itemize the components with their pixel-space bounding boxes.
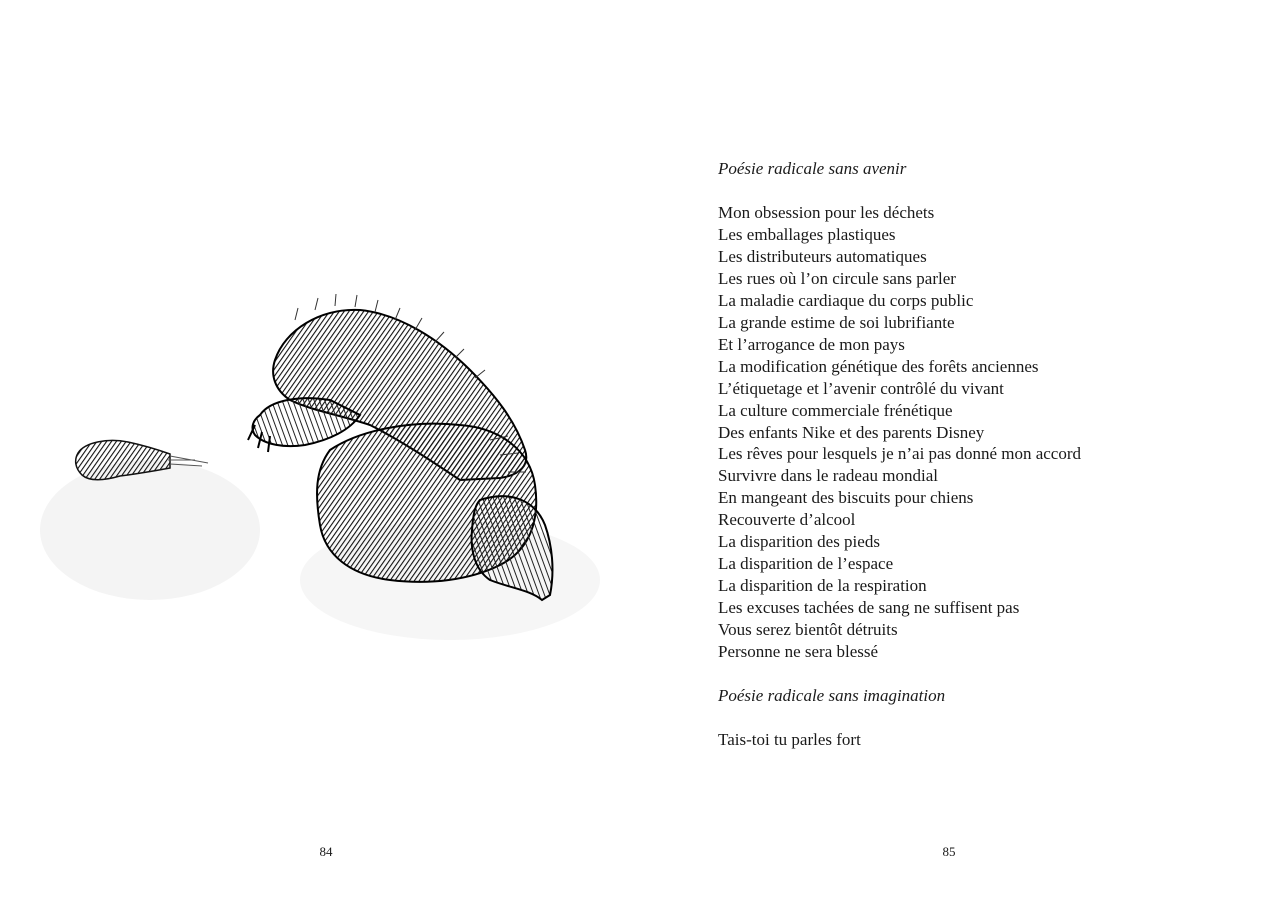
right-page [638,0,1276,912]
poem-line: Survivre dans le radeau mondial [718,466,938,486]
poem-line: Vous serez bientôt détruits [718,620,898,640]
poem-line: La modification génétique des forêts anciennes [718,356,1039,376]
poem-title: Poésie radicale sans avenir [718,159,907,178]
poem-line: Les distributeurs automatiques [718,246,927,266]
poem-line: Les rues où l’on circule sans parler [718,268,956,288]
poem-line: En mangeant des biscuits pour chiens [718,488,974,508]
poem-title: Poésie radicale sans imagination [718,686,946,706]
poem-line: Les emballages plastiques [718,224,896,244]
poem-stanza [718,729,1258,751]
poem-line: Et l’arrogance de mon pays [718,334,905,354]
poem-line: Des enfants Nike et des parents Disney [718,422,985,442]
crouching-figure-sketch [248,294,552,600]
poem-line: La disparition de l’espace [718,554,894,574]
poem-line: La culture commerciale frénétique [718,400,953,420]
crouching-figure-icon [30,250,610,670]
page-number: 85 [942,844,956,859]
poem-line: La disparition des pieds [718,532,880,552]
poem-line: Les rêves pour lesquels je n’ai pas donné mon accord [718,444,1082,464]
ink-sketch-illustration [30,250,610,670]
poem-line: Tais-toi tu parles fort [718,730,861,750]
poem-line: Les excuses tachées de sang ne suffisent pas [718,598,1020,618]
poem-line: Mon obsession pour les déchets [718,203,935,222]
page-number: 84 [319,844,333,859]
poem-line: La maladie cardiaque du corps public [718,290,974,310]
poem-line: Personne ne sera blessé [718,642,879,662]
poem-stanza [718,202,1258,663]
poem-line: La grande estime de soi lubrifiante [718,312,955,332]
poem-block [718,158,1258,751]
poem-line: L’étiquetage et l’avenir contrôlé du vivant [718,378,1004,398]
poem-line: Recouverte d’alcool [718,510,856,530]
poem-line: La disparition de la respiration [718,576,927,596]
